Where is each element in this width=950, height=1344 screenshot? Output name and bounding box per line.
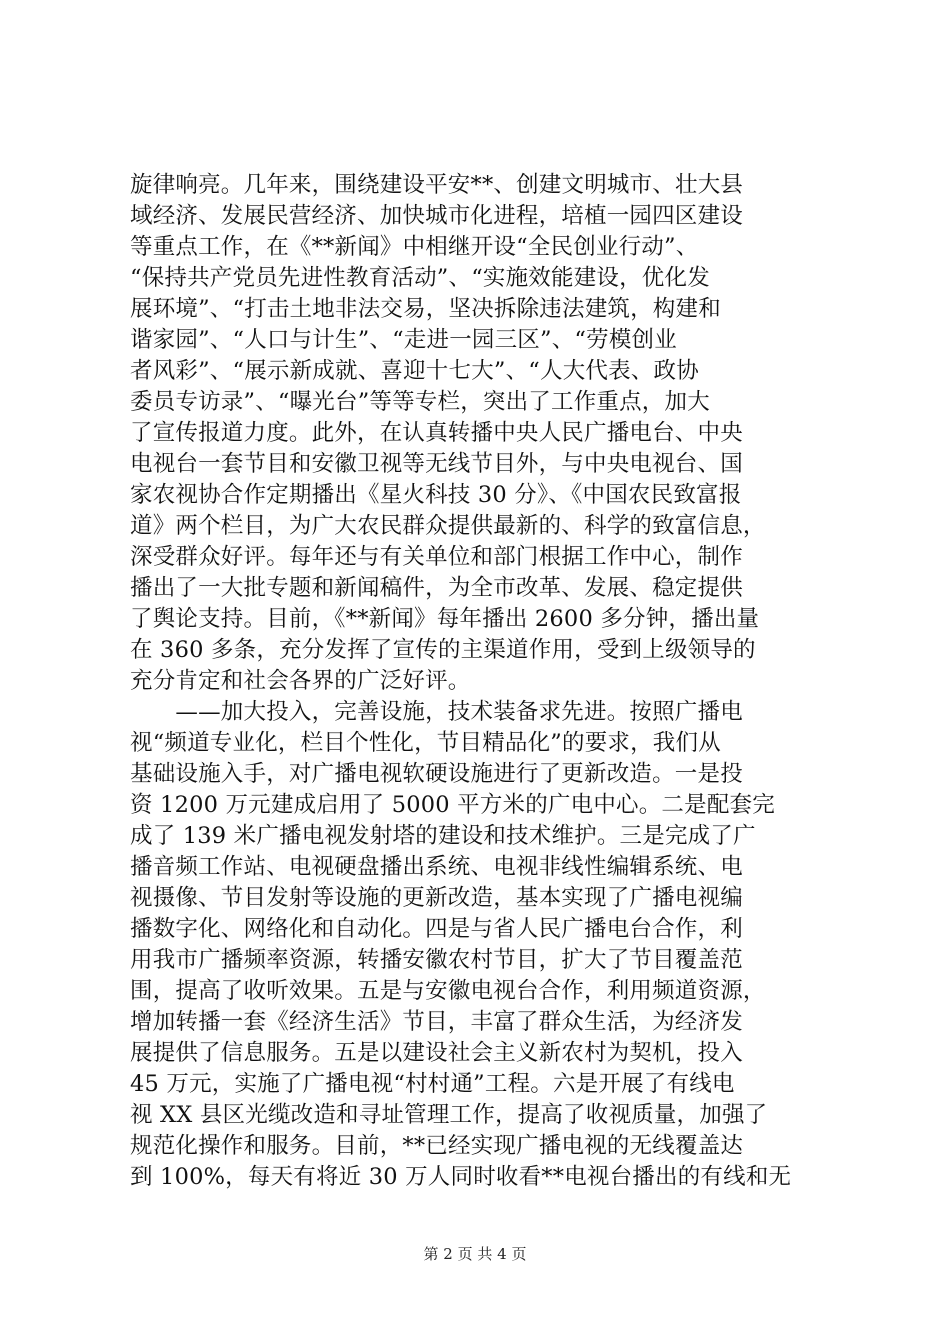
page-footer: 第 2 页 共 4 页 (423, 1245, 527, 1263)
text-line: 到 100%，每天有将近 30 万人同时收看**电视台播出的有线和无 (130, 1164, 792, 1190)
text-line: 播音频工作站、电视硬盘播出系统、电视非线性编辑系统、电 (130, 854, 743, 880)
text-line: 围，提高了收听效果。五是与安徽电视台合作，利用频道资源， (130, 978, 766, 1004)
text-line: 谐家园”、“人口与计生”、“走进一园三区”、“劳模创业 (130, 327, 677, 353)
text-line: 旋律响亮。几年来，围绕建设平安**、创建文明城市、壮大县 (130, 172, 744, 198)
text-line: 者风彩”、“展示新成就、喜迎十七大”、“人大代表、政协 (130, 358, 699, 384)
text-line: “保持共产党员先进性教育活动”、“实施效能建设，优化发 (130, 265, 710, 291)
text-line: 展提供了信息服务。五是以建设社会主义新农村为契机，投入 (130, 1040, 743, 1066)
text-line: 在 360 多条，充分发挥了宣传的主渠道作用，受到上级领导的 (130, 637, 756, 663)
text-line: 道》两个栏目，为广大农民群众提供最新的、科学的致富信息， (130, 513, 766, 539)
text-line: 家农视协合作定期播出《星火科技 30 分》、《中国农民致富报 (130, 482, 742, 508)
text-line: 电视台一套节目和安徽卫视等无线节目外，与中央电视台、国 (130, 451, 743, 477)
text-line: 等重点工作，在《**新闻》中相继开设“全民创业行动”、 (130, 234, 699, 260)
text-line: 视 XX 县区光缆改造和寻址管理工作，提高了收视质量，加强了 (130, 1102, 768, 1128)
text-line: 视摄像、节目发射等设施的更新改造，基本实现了广播电视编 (130, 885, 743, 911)
text-line: 规范化操作和服务。目前，**已经实现广播电视的无线覆盖达 (130, 1133, 744, 1159)
text-line: 委员专访录”、“曝光台”等等专栏，突出了工作重点，加大 (130, 389, 710, 415)
text-line: ——加大投入，完善设施，技术装备求先进。按照广播电 (130, 699, 743, 725)
text-line: 用我市广播频率资源，转播安徽农村节目，扩大了节目覆盖范 (130, 947, 743, 973)
text-line: 基础设施入手，对广播电视软硬设施进行了更新改造。一是投 (130, 761, 743, 787)
text-line: 增加转播一套《经济生活》节目，丰富了群众生活，为经济发 (130, 1009, 743, 1035)
body-text (130, 170, 830, 1193)
text-line: 45 万元，实施了广播电视“村村通”工程。六是开展了有线电 (130, 1071, 735, 1097)
text-line: 域经济、发展民营经济、加快城市化进程，培植一园四区建设 (130, 203, 743, 229)
text-line: 播数字化、网络化和自动化。四是与省人民广播电台合作，利 (130, 916, 743, 942)
text-line: 了宣传报道力度。此外，在认真转播中央人民广播电台、中央 (130, 420, 743, 446)
text-line: 展环境”、“打击土地非法交易，坚决拆除违法建筑，构建和 (130, 296, 721, 322)
text-line: 充分肯定和社会各界的广泛好评。 (130, 668, 471, 694)
text-line: 深受群众好评。每年还与有关单位和部门根据工作中心，制作 (130, 544, 743, 570)
text-line: 视“频道专业化，栏目个性化，节目精品化”的要求，我们从 (130, 730, 721, 756)
text-line: 了舆论支持。目前，《**新闻》每年播出 2600 多分钟，播出量 (130, 606, 760, 632)
text-line: 播出了一大批专题和新闻稿件，为全市改革、发展、稳定提供 (130, 575, 743, 601)
text-line: 成了 139 米广播电视发射塔的建设和技术维护。三是完成了广 (130, 823, 756, 849)
text-line: 资 1200 万元建成启用了 5000 平方米的广电中心。二是配套完 (130, 792, 775, 818)
